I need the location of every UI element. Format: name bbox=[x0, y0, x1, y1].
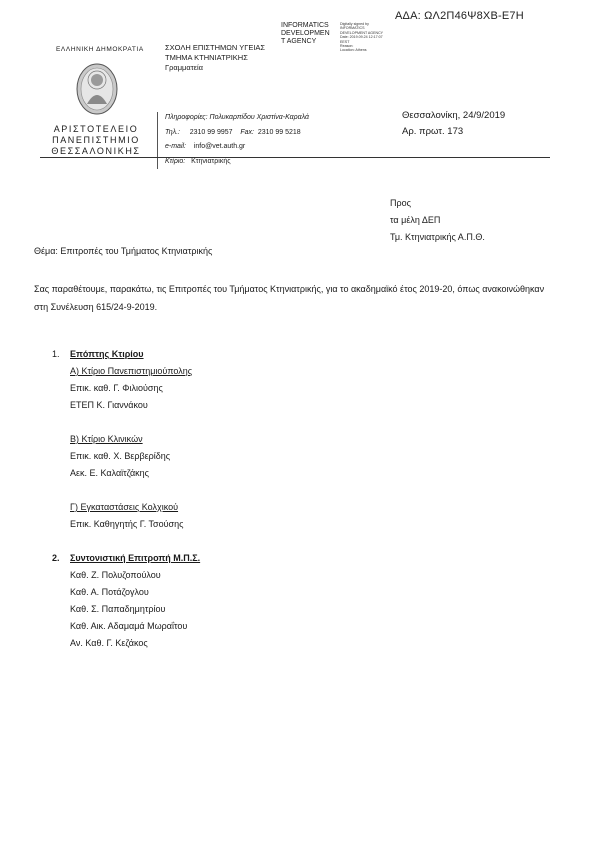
email-label: e-mail: bbox=[165, 143, 187, 150]
ada-number: ΑΔΑ: ΩΛ2Π46Ψ8ΧΒ-Ε7Η bbox=[395, 10, 524, 22]
recipient-line: τα μέλη ΔΕΠ bbox=[390, 215, 441, 225]
member: ΕΤΕΠ Κ. Γιαννάκου bbox=[70, 400, 148, 410]
university-seal-icon bbox=[75, 62, 119, 116]
section-number: 1. bbox=[52, 349, 60, 359]
info-label: Πληροφορίες: bbox=[165, 114, 208, 121]
member: Επικ. καθ. Χ. Βερβερίδης bbox=[70, 451, 171, 461]
contact-info-row bbox=[165, 111, 309, 126]
signature-detail: Location: Athens bbox=[340, 48, 367, 53]
phone-value: 2310 99 9957 bbox=[189, 128, 233, 136]
university-line: ΠΑΝΕΠΙΣΤΗΜΙΟ bbox=[52, 135, 140, 145]
subsection-heading: Α) Κτίριο Πανεπιστημιούπολης bbox=[70, 366, 193, 376]
digital-signature-details bbox=[340, 22, 383, 53]
subsection-heading: Γ) Εγκαταστάσεις Κολχικού bbox=[70, 502, 179, 512]
info-value: Πολυκαρπίδου Χριστίνα-Καραλά bbox=[209, 114, 310, 121]
member: Αν. Καθ. Γ. Κεζάκος bbox=[70, 638, 148, 648]
signature-detail: Digitally signed by bbox=[340, 22, 369, 26]
subsection-heading: Β) Κτίριο Κλινικών bbox=[70, 434, 143, 444]
header-divider-vertical bbox=[157, 112, 158, 169]
member: Επικ. καθ. Γ. Φιλιούσης bbox=[70, 383, 163, 393]
member: Καθ. Αικ. Αδαμαμά Μωραΐτου bbox=[70, 621, 188, 631]
section-title: Συντονιστική Επιτροπή Μ.Π.Σ. bbox=[70, 553, 201, 563]
signature-line: T AGENCY bbox=[281, 38, 317, 46]
section-header bbox=[52, 550, 200, 567]
document-date: Θεσσαλονίκη, 24/9/2019 bbox=[402, 110, 506, 121]
member: Καθ. Α. Ποτάζογλου bbox=[70, 587, 149, 597]
contact-phone-row bbox=[165, 126, 309, 141]
school-name: ΣΧΟΛΗ ΕΠΙΣΤΗΜΩΝ ΥΓΕΙΑΣ bbox=[165, 43, 266, 52]
contact-email-row bbox=[165, 140, 309, 155]
section-number: 2. bbox=[52, 553, 60, 563]
recipient-line: Τμ. Κτηνιατρικής Α.Π.Θ. bbox=[390, 232, 485, 242]
member: Αεκ. Ε. Καλαϊτζάκης bbox=[70, 468, 150, 478]
body-paragraph: Σας παραθέτουμε, παρακάτω, τις Επιτροπές του Τμήματος Κτηνιατρικής, για το ακαδημαϊκό έτος 2019-20, όπως ανακοινώθηκαν στη Συνέλευση 615/24-9-2019. bbox=[34, 284, 545, 312]
subsection bbox=[70, 363, 200, 533]
subject-line: Θέμα: Επιτροπές του Τμήματος Κτηνιατρικής bbox=[34, 246, 213, 256]
member: Επικ. Καθηγητής Γ. Τσούσης bbox=[70, 519, 184, 529]
signature-line: INFORMATICS bbox=[281, 22, 329, 29]
recipient-line: Προς bbox=[390, 198, 411, 208]
university-name bbox=[40, 124, 152, 157]
signature-detail: DEVELOPMENT AGENCY bbox=[340, 30, 384, 35]
university-line: ΘΕΣΣΑΛΟΝΙΚΗΣ bbox=[51, 146, 141, 156]
member: Καθ. Ζ. Πολυζοπούλου bbox=[70, 570, 161, 580]
document-meta bbox=[402, 108, 505, 139]
signature-detail: EEST bbox=[340, 39, 350, 44]
protocol-number: Αρ. πρωτ. 173 bbox=[402, 125, 464, 137]
phone-label: Τηλ.: bbox=[165, 128, 180, 136]
section-title: Επόπτης Κτιρίου bbox=[70, 349, 144, 359]
building-label: Κτίριο: bbox=[165, 157, 186, 165]
committee-list bbox=[52, 346, 200, 652]
building-value: Κτηνιατρικής bbox=[191, 157, 231, 165]
hellenic-republic: ΕΛΛΗΝΙΚΗ ΔΗΜΟΚΡΑΤΙΑ bbox=[56, 46, 144, 53]
fax-label: Fax: bbox=[240, 128, 254, 136]
recipient-block bbox=[390, 195, 485, 246]
signature-detail: INFORMATICS bbox=[340, 26, 365, 31]
header-divider bbox=[40, 157, 550, 158]
secretariat: Γραμματεία bbox=[165, 63, 204, 72]
member: Καθ. Σ. Παπαδημητρίου bbox=[70, 604, 166, 614]
subsection bbox=[70, 567, 200, 652]
signature-detail: Date: 2019.09.24 12:17:07 bbox=[340, 35, 383, 40]
contact-info bbox=[165, 111, 309, 169]
department-name: ΤΜΗΜΑ ΚΤΗΝΙΑΤΡΙΚΗΣ bbox=[165, 53, 248, 62]
signature-line: DEVELOPMEN bbox=[281, 30, 330, 38]
school-block bbox=[165, 43, 265, 73]
fax-value: 2310 99 5218 bbox=[257, 128, 301, 136]
section-header bbox=[52, 346, 200, 363]
signature-agency-name bbox=[281, 22, 330, 47]
email-link[interactable]: info@vet.auth.gr bbox=[193, 143, 246, 150]
university-line: ΑΡΙΣΤΟΤΕΛΕΙΟ bbox=[53, 124, 139, 134]
signature-detail: Reason: bbox=[340, 44, 354, 49]
